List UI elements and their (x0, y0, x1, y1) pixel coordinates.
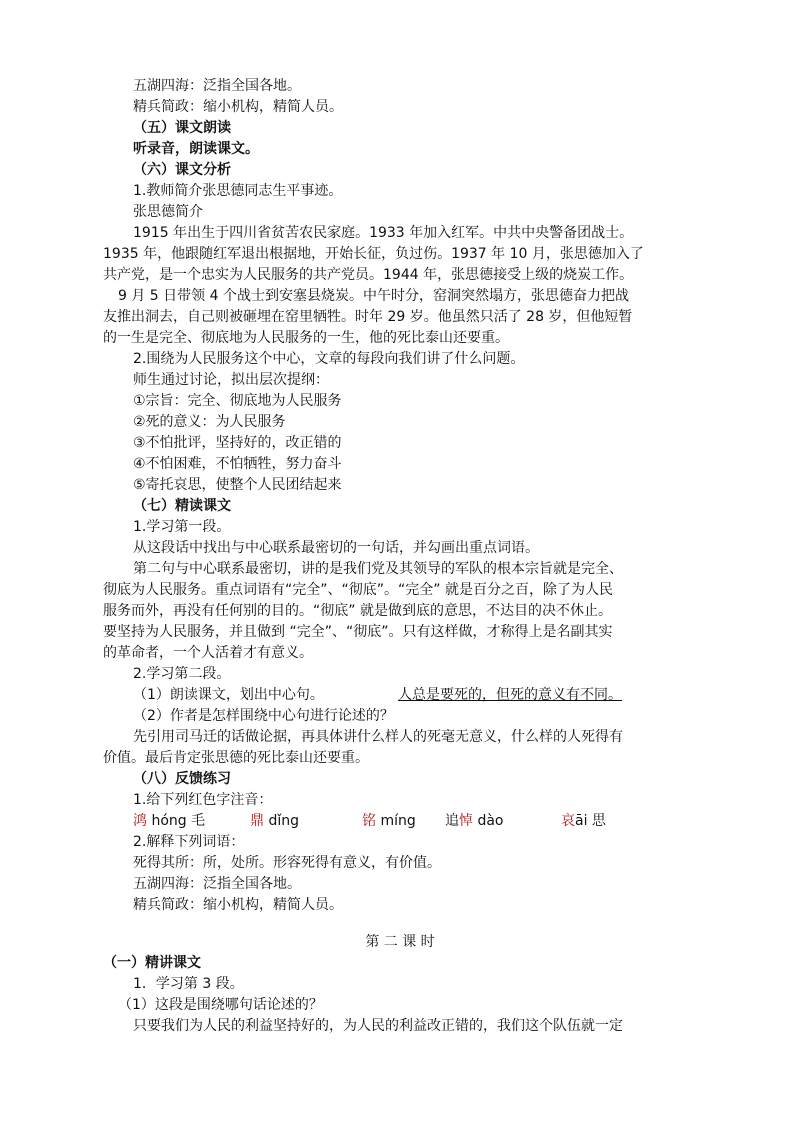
text-line: （1）朗读课文，划出中心句。 (133, 687, 324, 703)
lesson-title: 第 二 课 时 (365, 934, 435, 950)
text-line: 从这段话中找出与中心联系最密切的一句话，并勾画出重点词语。 (133, 540, 539, 556)
red-character: 悼 (459, 813, 473, 829)
text-line: 友推出洞去，自己则被砸埋在窑里牺牲。时年 29 岁。他虽然只活了 28 岁，但他短暂 (103, 309, 633, 325)
text-line: 精兵简政：缩小机构，精简人员。 (133, 99, 343, 115)
pinyin-item (250, 811, 299, 832)
pinyin-text: dào (473, 813, 504, 829)
text-line: 张思德简介 (133, 204, 203, 220)
text-line: 第二句与中心联系最密切，讲的是我们党及其领导的军队的根本宗旨就是完全、 (133, 561, 623, 577)
text-line: 五湖四海：泛指全国各地。 (133, 78, 301, 94)
text-line: 2.学习第二段。 (133, 666, 231, 682)
text-line: 1．学习第 3 段。 (133, 976, 244, 992)
pinyin-item (362, 811, 416, 832)
pinyin-text: āi 思 (575, 813, 606, 829)
pinyin-item (133, 811, 205, 832)
text-line: 价值。最后肯定张思德的死比泰山还要重。 (103, 750, 369, 766)
text-line: 听录音，朗读课文。 (133, 141, 259, 157)
outline-item: ③不怕批评，坚持好的，改正错的 (133, 435, 342, 451)
text-line: 1935 年，他跟随红军退出根据地，开始长征，负过伤。1937 年 10 月，张思德加入了 (103, 246, 644, 262)
text-line: 五湖四海：泛指全国各地。 (133, 876, 301, 892)
pinyin-item (445, 811, 503, 832)
pinyin-text: dǐng (264, 813, 299, 829)
pinyin-item (561, 811, 606, 832)
central-sentence: 人总是要死的，但死的意义有不同。 (398, 687, 622, 703)
red-character: 哀 (561, 813, 575, 829)
text-line: 先引用司马迁的话做论据，再具体讲什么样人的死毫无意义，什么样的人死得有 (133, 729, 623, 745)
red-character: 鼎 (250, 813, 264, 829)
text-line: 共产党，是一个忠实为人民服务的共产党员。1944 年，张思德接受上级的烧炭工作。 (103, 267, 634, 283)
outline-item: ④不怕困难，不怕牺牲，努力奋斗 (133, 456, 342, 472)
section-heading: （六）课文分析 (133, 162, 231, 178)
text-line: 的一生是完全、彻底地为人民服务的一生，他的死比泰山还要重。 (103, 330, 509, 346)
text-line: （1）这段是围绕哪句话论述的？ (118, 997, 323, 1013)
text-line: 1915 年出生于四川省贫苦农民家庭。1933 年加入红军。中共中央警备团战士。 (133, 225, 634, 241)
outline-item: ⑤寄托哀思，使整个人民团结起来 (133, 477, 342, 493)
section-heading: （七）精读课文 (133, 498, 231, 514)
pinyin-text: míng (376, 813, 416, 829)
text-line: 师生通过讨论，拟出层次提纲： (133, 372, 329, 388)
outline-item: ②死的意义：为人民服务 (133, 414, 286, 430)
section-heading: （一）精讲课文 (103, 955, 201, 971)
red-character: 铭 (362, 813, 376, 829)
text-line: 2.围绕为人民服务这个中心，文章的每段向我们讲了什么问题。 (133, 351, 525, 367)
pinyin-prefix: 追 (445, 813, 459, 829)
text-line: 要坚持为人民服务，并且做到 “完全”、“彻底”。只有这样做，才称得上是名副其实 (103, 624, 613, 640)
pinyin-text: hóng 毛 (147, 813, 206, 829)
section-heading: （五）课文朗读 (133, 120, 231, 136)
section-heading: （八）反馈练习 (133, 771, 231, 787)
text-line: 彻底为人民服务。重点词语有“完全”、“彻底”。“完全” 就是百分之百，除了为人民 (103, 582, 613, 598)
text-line: 1.教师简介张思德同志生平事迹。 (133, 183, 343, 199)
outline-item: ①宗旨：完全、彻底地为人民服务 (133, 393, 342, 409)
text-line: 9 月 5 日带领 4 个战士到安塞县烧炭。中午时分，窑洞突然塌方，张思德奋力把战 (118, 288, 629, 304)
text-line: 1.给下列红色字注音： (133, 792, 273, 808)
text-line: 精兵简政：缩小机构，精简人员。 (133, 897, 343, 913)
red-character: 鸿 (133, 813, 147, 829)
text-line: 死得其所：所，处所。形容死得有意义，有价值。 (133, 855, 441, 871)
text-line: 的革命者，一个人活着才有意义。 (103, 645, 313, 661)
text-line: 1.学习第一段。 (133, 519, 231, 535)
text-line: 只要我们为人民的利益坚持好的，为人民的利益改正错的，我们这个队伍就一定 (133, 1018, 623, 1034)
text-line: （2）作者是怎样围绕中心句进行论述的？ (133, 708, 394, 724)
text-line: 2.解释下列词语： (133, 834, 245, 850)
text-line: 服务而外，再没有任何别的目的。“彻底” 就是做到底的意思，不达目的决不休止。 (103, 603, 612, 619)
